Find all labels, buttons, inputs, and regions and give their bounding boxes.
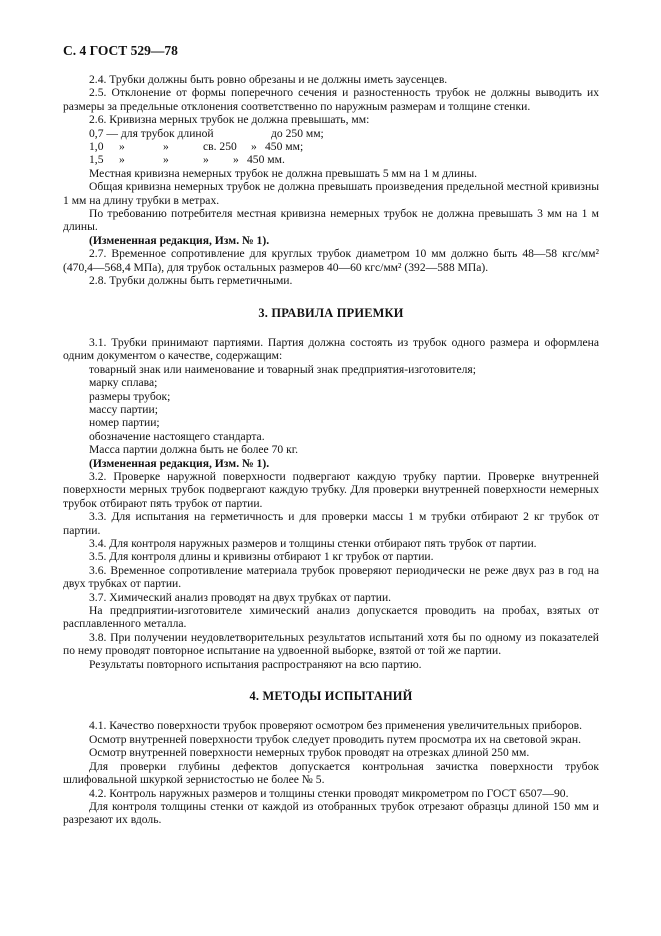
list-item: массу партии; <box>89 402 158 416</box>
curvature-cell: » <box>251 140 257 154</box>
curvature-row <box>63 140 599 153</box>
clause-2-8: 2.8. Трубки должны быть герметичными. <box>89 274 293 288</box>
clause-3-7: 3.7. Химический анализ проводят на двух трубках от партии. <box>89 590 392 604</box>
clause-3-6: 3.6. Временное сопротивление материала трубок проверяют периодически не реже двух раз в год на двух трубках от партии. <box>63 563 599 591</box>
list-item: размеры трубок; <box>89 389 171 403</box>
curvature-cell: св. 250 <box>203 140 237 154</box>
inner-inspection: Осмотр внутренней поверхности трубок следует проводить путем просмотра их на световой экран. <box>89 732 581 746</box>
curvature-cell: 0,7 — для трубок длиной <box>89 126 214 140</box>
clause-4-1: 4.1. Качество поверхности трубок проверяют осмотром без применения увеличительных приборов. <box>89 719 582 733</box>
clause-3-2: 3.2. Проверке наружной поверхности подвергают каждую трубку партии. Проверке внутренней поверхности мерных трубок подвергают каждую трубку. Для проверки внутренней поверхности немерных трубок отбирают пять трубок от партии. <box>63 469 599 510</box>
request-curvature: По требованию потребителя местная кривизна немерных трубок не должна превышать 3 мм на 1 м длины. <box>63 207 599 234</box>
clause-2-4: 2.4. Трубки должны быть ровно обрезаны и не должны иметь заусенцев. <box>89 73 448 86</box>
repeat-test-note: Результаты повторного испытания распространяют на всю партию. <box>89 657 422 671</box>
clause-3-3: 3.3. Для испытания на герметичность и для проверки массы 1 м трубки отбирают 2 кг трубок от партии. <box>63 510 599 537</box>
curvature-cell: » <box>119 140 125 154</box>
curvature-table <box>63 127 599 167</box>
section-4-title: 4. МЕТОДЫ ИСПЫТАНИЙ <box>249 689 413 704</box>
curvature-cell: » <box>163 140 169 154</box>
list-item: номер партии; <box>89 416 160 430</box>
curvature-cell: до 250 мм; <box>271 126 324 140</box>
curvature-cell: 1,0 <box>89 140 104 154</box>
general-curvature: Общая кривизна немерных трубок не должна превышать произведения предельной местной кривизны 1 мм на длину трубки в метрах. <box>63 180 599 207</box>
lot-mass: Масса партии должна быть не более 70 кг. <box>89 443 299 457</box>
chemical-analysis-note: На предприятии-изготовителе химический анализ допускается проводить на пробах, взятых от расплавленного металла. <box>63 604 599 631</box>
page-header: С. 4 ГОСТ 529—78 <box>63 43 178 58</box>
clause-3-4: 3.4. Для контроля наружных размеров и толщины стенки отбирают пять трубок от партии. <box>89 537 537 550</box>
curvature-row <box>63 153 599 166</box>
inner-inspection-nonmeasured: Осмотр внутренней поверхности немерных трубок проводят на отрезках длиной 250 мм. <box>89 746 530 760</box>
document-contents-list <box>63 363 599 443</box>
clause-4-2: 4.2. Контроль наружных размеров и толщины стенки проводят микрометром по ГОСТ 6507—90. <box>89 786 569 800</box>
list-item: марку сплава; <box>89 376 158 390</box>
curvature-row <box>63 127 599 140</box>
curvature-cell: 1,5 <box>89 153 104 167</box>
clause-2-7: 2.7. Временное сопротивление для круглых трубок диаметром 10 мм должно быть 48—58 кгс/мм² (470,4—568,4 МПа), для трубок остальных размеров 40—60 кгс/мм² (392—588 МПа). <box>63 247 599 274</box>
clause-2-5: 2.5. Отклонение от формы поперечного сечения и разностенность трубок не должны выводить их размеры за предельные отклонения соответственно по наружным размерам и толщине стенки. <box>63 86 599 113</box>
curvature-cell: » <box>119 153 125 167</box>
local-curvature: Местная кривизна немерных трубок не должна превышать 5 мм на 1 м длины. <box>89 166 478 180</box>
revision-note: (Измененная редакция, Изм. № 1). <box>89 233 270 247</box>
curvature-cell: » <box>203 153 209 167</box>
section-3-title: 3. ПРАВИЛА ПРИЕМКИ <box>258 305 404 320</box>
document-body <box>63 73 599 827</box>
curvature-cell: 450 мм. <box>247 153 285 167</box>
defect-depth-check: Для проверки глубины дефектов допускается контрольная зачистка поверхности трубок шлифовальной шкуркой зернистостью не более № 5. <box>63 759 599 787</box>
list-item: товарный знак или наименование и товарный знак предприятия-изготовителя; <box>89 362 476 376</box>
wall-thickness-control: Для контроля толщины стенки от каждой из отобранных трубок отрезают образцы длиной 150 мм и разрезают их вдоль. <box>63 799 599 827</box>
list-item: обозначение настоящего стандарта. <box>89 429 265 443</box>
curvature-cell: » <box>163 153 169 167</box>
clause-3-8: 3.8. При получении неудовлетворительных результатов испытаний хотя бы по одному из показателей по нему проводят повторное испытание на удвоенной выборке, взятой от той же партии. <box>63 630 599 658</box>
revision-note: (Измененная редакция, Изм. № 1). <box>89 456 270 470</box>
clause-3-1: 3.1. Трубки принимают партиями. Партия должна состоять из трубок одного размера и оформлена одним документом о качестве, содержащим: <box>63 335 599 363</box>
curvature-cell: 450 мм; <box>265 140 304 154</box>
clause-2-6: 2.6. Кривизна мерных трубок не должна превышать, мм: <box>89 113 370 127</box>
curvature-cell: » <box>233 153 239 167</box>
clause-3-5: 3.5. Для контроля длины и кривизны отбирают 1 кг трубок от партии. <box>89 550 434 564</box>
